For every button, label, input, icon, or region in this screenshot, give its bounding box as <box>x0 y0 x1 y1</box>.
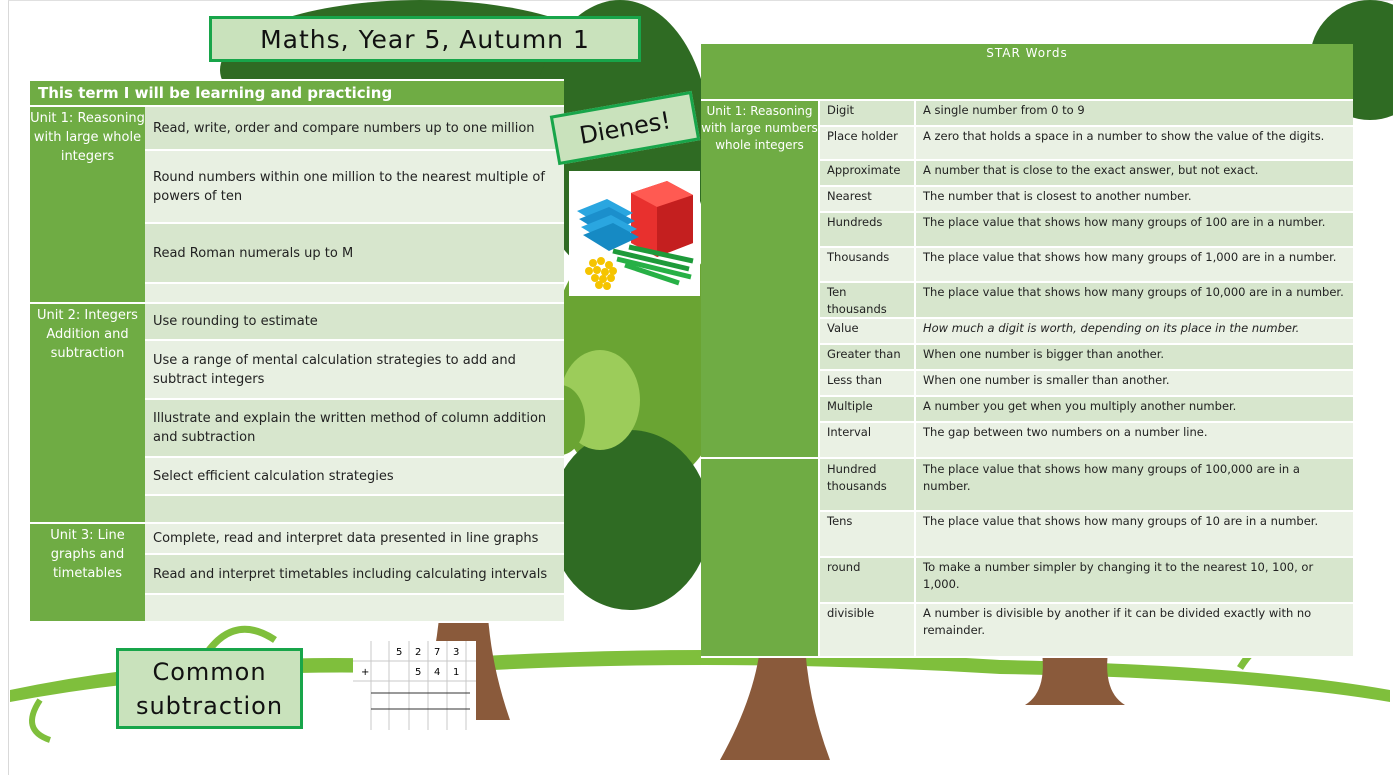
objective-row <box>145 284 564 304</box>
digit: 7 <box>434 647 441 658</box>
objective-row: Read, write, order and compare numbers up to one million <box>145 107 564 151</box>
star-word-row: Ten thousands The place value that shows how many groups of 10,000 are in a number. <box>820 283 1353 319</box>
star-word-row: Multiple A number you get when you multiply another number. <box>820 397 1353 423</box>
star-word-row: Less than When one number is smaller than another. <box>820 371 1353 397</box>
star-block-unit-1 <box>701 101 1353 459</box>
unit-block-3 <box>30 524 564 623</box>
objective-row: Read Roman numerals up to M <box>145 224 564 284</box>
dienes-blocks-image <box>569 171 700 296</box>
digit: 1 <box>453 667 460 678</box>
operator: + <box>361 667 370 678</box>
star-word-row: Greater than When one number is bigger than another. <box>820 345 1353 371</box>
digit: 2 <box>415 647 422 658</box>
unit-label: Unit 3: Line graphs and timetables <box>30 524 145 623</box>
objective-row: Use a range of mental calculation strategies to add and subtract integers <box>145 341 564 400</box>
objective-row: Round numbers within one million to the nearest multiple of powers of ten <box>145 151 564 224</box>
star-word-row: Digit A single number from 0 to 9 <box>820 101 1353 127</box>
star-word-row: round To make a number simpler by changing it to the nearest 10, 100, or 1,000. <box>820 558 1353 604</box>
objective-row: Select efficient calculation strategies <box>145 458 564 496</box>
unit-block-1 <box>30 107 564 304</box>
star-word-row: Interval The gap between two numbers on a number line. <box>820 423 1353 459</box>
star-word-row: Place holder A zero that holds a space in a number to show the value of the digits. <box>820 127 1353 161</box>
star-word-row: Hundred thousands The place value that shows how many groups of 100,000 are in a number. <box>820 459 1353 512</box>
digit: 3 <box>453 647 460 658</box>
star-words-heading: STAR Words <box>701 44 1353 101</box>
unit-label: Unit 2: Integers Addition and subtraction <box>30 304 145 524</box>
star-unit-label: Unit 1: Reasoning with large numbers whole integers <box>701 101 820 459</box>
star-word-row: Tens The place value that shows how many groups of 10 are in a number. <box>820 512 1353 558</box>
objective-row <box>145 496 564 524</box>
star-word-row: Thousands The place value that shows how many groups of 1,000 are in a number. <box>820 248 1353 283</box>
star-word-row: divisible A number is divisible by another if it can be divided exactly with no remainder. <box>820 604 1353 658</box>
objective-row: Complete, read and interpret data presented in line graphs <box>145 524 564 555</box>
star-words-table <box>701 44 1353 658</box>
star-word-row: Nearest The number that is closest to another number. <box>820 187 1353 213</box>
digit: 4 <box>434 667 441 678</box>
star-word-row: Hundreds The place value that shows how many groups of 100 are in a number. <box>820 213 1353 248</box>
dienes-label: Dienes! <box>550 91 700 165</box>
unit-label: Unit 1: Reasoning with large whole integers <box>30 107 145 304</box>
column-method-example <box>353 641 476 730</box>
objective-row: Illustrate and explain the written method of column addition and subtraction <box>145 400 564 458</box>
digit: 5 <box>415 667 422 678</box>
page-title: Maths, Year 5, Autumn 1 <box>209 16 641 62</box>
objective-row: Use rounding to estimate <box>145 304 564 341</box>
star-word-row: Value How much a digit is worth, depending on its place in the number. <box>820 319 1353 345</box>
objective-row <box>145 595 564 623</box>
objective-row: Read and interpret timetables including calculating intervals <box>145 555 564 595</box>
common-subtraction-label: Common subtraction <box>116 648 303 729</box>
learning-table <box>30 79 564 623</box>
unit-block-2 <box>30 304 564 524</box>
digit: 5 <box>396 647 403 658</box>
learning-table-heading: This term I will be learning and practicing <box>30 79 564 107</box>
star-word-row: Approximate A number that is close to the exact answer, but not exact. <box>820 161 1353 187</box>
star-block-unit-2 <box>701 459 1353 658</box>
star-unit-label <box>701 459 820 658</box>
